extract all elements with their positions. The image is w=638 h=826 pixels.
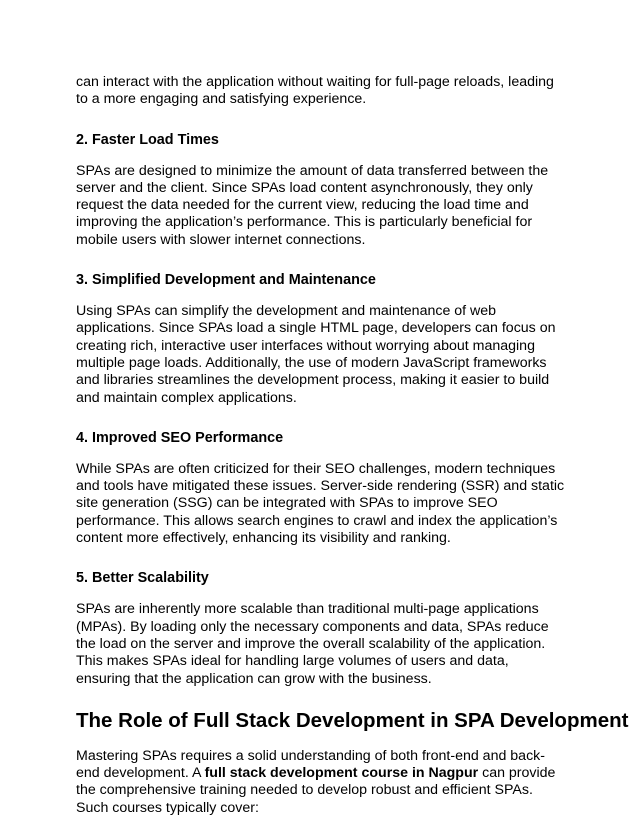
section-heading-better-scalability: 5. Better Scalability xyxy=(76,570,209,587)
section-body-improved-seo: While SPAs are often criticized for their SEO challenges, modern techniques and tools have mitigated these issues. Server-side rendering (SSR) and static site generation (SSG) can be integrated with SPAs to improve SEO performance. This allows search engines to crawl and index the application’s content more effectively, enhancing its visibility and ranking. xyxy=(76,460,565,547)
section-heading-improved-seo: 4. Improved SEO Performance xyxy=(76,429,284,446)
section-heading-simplified-development: 3. Simplified Development and Maintenance xyxy=(76,272,376,289)
section-body-faster-load-times: SPAs are designed to minimize the amount of data transferred between the server and the client. Since SPAs load content asynchronously, they only request the data needed for the current view, reducing the load time and improving the application’s performance. This is particularly beneficial for mobile users with slower internet connections. xyxy=(76,162,549,248)
section-body-simplified-development: Using SPAs can simplify the development and maintenance of web applications. Since SPAs load a single HTML page, developers can focus on creating rich, interactive user interfaces without worrying about managing multiple page loads. Additionally, the use of modern JavaScript frameworks and libraries streamlines the development process, making it easier to build and maintain complex applications. xyxy=(76,303,556,406)
role-section-body xyxy=(76,748,566,817)
role-body-text-after: can provide the comprehensive training needed to develop robust and efficient SPAs. Such courses typically cover: xyxy=(76,765,556,816)
section-heading-faster-load-times: 2. Faster Load Times xyxy=(76,131,219,148)
document-page xyxy=(76,74,629,817)
section-body-better-scalability: SPAs are inherently more scalable than traditional multi-page applications (MPAs). By loading only the necessary components and data, SPAs reduce the load on the server and improve the overall scalability of the application. This makes SPAs ideal for handling large volumes of users and data, ensuring that the application can grow with the business. xyxy=(76,601,549,687)
intro-paragraph: can interact with the application without waiting for full-page reloads, leading to a more engaging and satisfying experience. xyxy=(76,74,554,108)
course-highlight: full stack development course in Nagpur xyxy=(204,765,479,782)
role-section-heading: The Role of Full Stack Development in SPA Development xyxy=(76,708,629,732)
role-body-text-before: Mastering SPAs requires a solid understanding of both front-end and back-end development. A xyxy=(76,747,545,782)
